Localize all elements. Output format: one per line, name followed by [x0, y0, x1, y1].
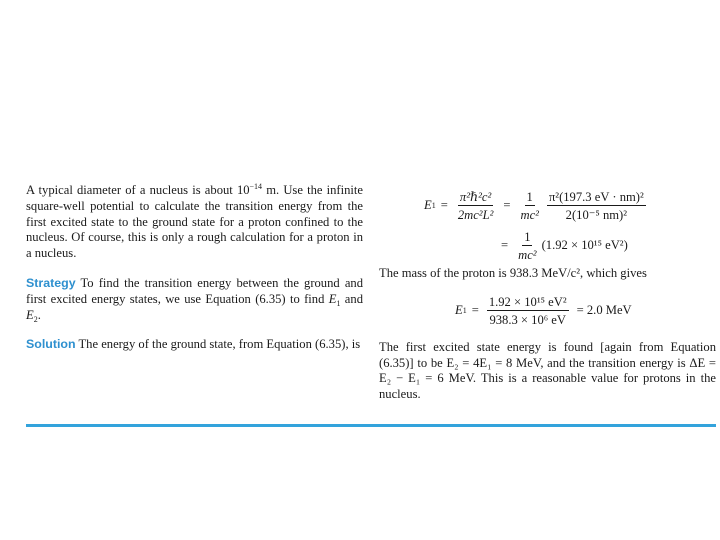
right-column [379, 183, 716, 417]
conclusion-paragraph: The first excited state energy is found [again from Equation (6.35)] to be E₂ = 4E₁ = 8 MeV, and the transition energy is ΔE = E₂ − E₁ = 6 MeV. This is a reasonable value for protons in the nucleus. [379, 339, 716, 402]
strategy-paragraph: Strategy To find the transition energy between the ground and first excited energy states, we use Equation (6.35) to find $E_1$ and $E_2$. [26, 275, 363, 324]
fraction: $\frac{\text{π²(197.3 eV · nm)²}}{\text{2(10⁻⁵ nm)²}}$ [548, 190, 644, 222]
fraction: $\frac{\text{1.92 × 10¹⁵ eV²}}{\text{938.3 × 10⁶ eV}}$ [488, 294, 567, 327]
fraction: $\frac{1}{\text{mc²}}$ [518, 230, 537, 262]
left-column [26, 183, 363, 367]
proton-mass-text: The mass of the proton is 938.3 MeV/c², which gives [379, 266, 647, 280]
fraction: $\frac{\text{π²ℏ²c²}}{\text{2mc²L²}}$ [457, 190, 494, 222]
fraction: $\frac{1}{\text{mc²}}$ [520, 190, 539, 222]
problem-statement: A typical diameter of a nucleus is about $10^{-14}$ m. Use the infinite square-well potential to calculate the transition energy from the first excited state to the ground state for a proton confined to the nucleus. Of course, this is only a rough calculation for a proton in a nucleus. [26, 182, 363, 261]
solution-heading: Solution [26, 337, 76, 352]
strategy-heading: Strategy [26, 275, 76, 290]
solution-paragraph: Solution The energy of the ground state, from Equation (6.35), is [26, 337, 361, 352]
section-divider [26, 424, 716, 427]
numeric-energy-equation: E 1 = $\frac{\text{1.92 × 10¹⁵ eV²}}{\text{938.3 × 10⁶ eV}}$ = 2.0 MeV [455, 294, 632, 327]
simplified-energy-equation: = $\frac{1}{\text{mc²}}$ (1.92 × 10¹⁵ eV²) [501, 230, 628, 262]
ground-state-energy-equation: E 1 = $\frac{\text{π²ℏ²c²}}{\text{2mc²L²}}$ = $\frac{1}{\text{mc²}}$ $\frac{\text{π²(197.3 eV · nm)²}}{\text{2(10⁻⁵ nm)²}}$ [424, 190, 644, 222]
